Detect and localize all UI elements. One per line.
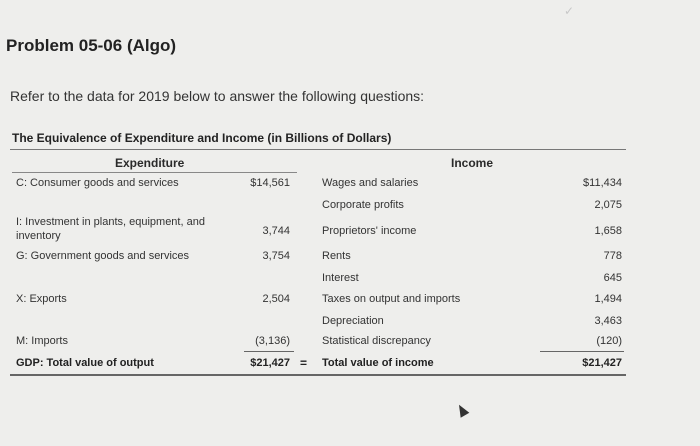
expenditure-sum-rule [244, 351, 294, 352]
problem-title: Problem 05-06 (Algo) [6, 36, 177, 55]
expenditure-label-government: G: Government goods and services [16, 250, 190, 262]
income-label-depreciation: Depreciation [322, 315, 384, 327]
expenditure-label-investment-line1: I: Investment in plants, equipment, and [16, 216, 205, 228]
expenditure-label-investment-line2: inventory [16, 230, 61, 242]
expenditure-value-imports: (3,136) [255, 335, 290, 347]
income-label-rents: Rents [322, 250, 351, 262]
income-value-wages: $11,434 [583, 177, 622, 189]
income-label-proprietors: Proprietors' income [322, 225, 417, 237]
income-value-taxes: 1,494 [594, 293, 622, 305]
income-value-depreciation: 3,463 [594, 315, 622, 327]
expenditure-value-investment: 3,744 [262, 225, 290, 237]
equals-sign: = [300, 356, 308, 370]
expenditure-value-government: 3,754 [262, 250, 290, 262]
income-header: Income [451, 156, 494, 170]
expenditure-label-imports: M: Imports [16, 335, 68, 347]
table-bottom-rule [10, 374, 626, 376]
income-label-statistical-discrepancy: Statistical discrepancy [322, 335, 431, 347]
income-value-corporate-profits: 2,075 [594, 199, 622, 211]
mouse-cursor-icon [455, 402, 470, 417]
income-total-label: Total value of income [322, 357, 434, 369]
expenditure-header-rule [12, 172, 297, 173]
income-value-proprietors: 1,658 [594, 225, 622, 237]
income-sum-rule [540, 351, 624, 352]
income-label-wages: Wages and salaries [322, 177, 419, 189]
income-label-interest: Interest [322, 272, 359, 284]
problem-intro: Refer to the data for 2019 below to answer the following questions: [10, 88, 425, 104]
income-label-taxes: Taxes on output and imports [322, 293, 461, 305]
table-caption: The Equivalence of Expenditure and Income (in Billions of Dollars) [12, 131, 392, 145]
income-value-interest: 645 [603, 272, 622, 284]
income-total-value: $21,427 [582, 357, 622, 369]
income-value-statistical-discrepancy: (120) [596, 335, 622, 347]
gdp-total-label: GDP: Total value of output [16, 357, 154, 369]
expenditure-value-consumption: $14,561 [250, 177, 290, 189]
gdp-total-value: $21,427 [250, 357, 290, 369]
table-top-rule [10, 149, 626, 150]
check-mark-icon: ✓ [564, 4, 575, 18]
expenditure-label-consumption: C: Consumer goods and services [16, 177, 179, 189]
expenditure-label-exports: X: Exports [16, 293, 67, 305]
expenditure-value-exports: 2,504 [262, 293, 290, 305]
income-value-rents: 778 [603, 250, 622, 262]
expenditure-header: Expenditure [115, 156, 185, 170]
income-label-corporate-profits: Corporate profits [322, 199, 404, 211]
